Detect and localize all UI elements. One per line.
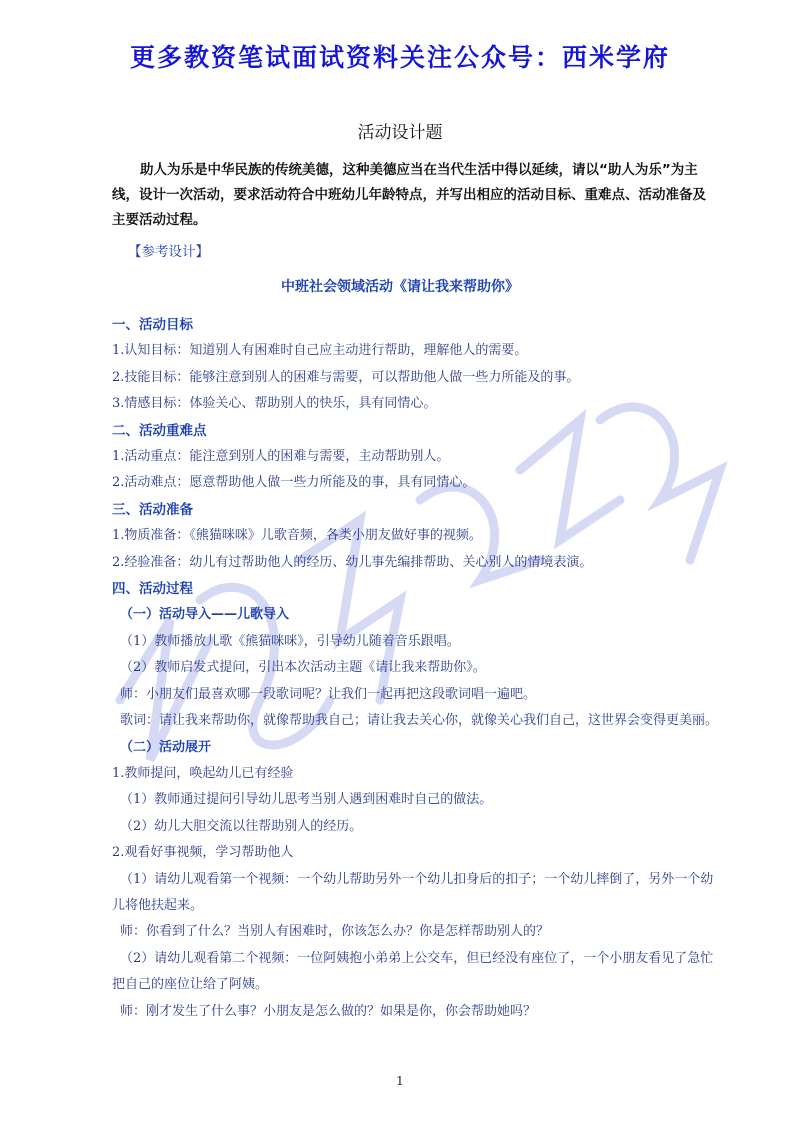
subsection-heading-intro: （一）活动导入——儿歌导入 xyxy=(120,607,290,623)
goal-item: 3.情感目标：体验关心、帮助别人的快乐，具有同情心。 xyxy=(112,396,437,412)
process-line: 歌词：请让我来帮助你，就像帮助我自己；请让我去关心你，就像关心我们自己，这世界会变得更美丽。 xyxy=(120,713,719,729)
question-prompt xyxy=(112,158,718,233)
process-line: 1.教师提问，唤起幼儿已有经验 xyxy=(112,765,294,781)
process-line: （2）请幼儿观看第二个视频：一位阿姨抱小弟弟上公交车，但已经没有座位了，一个小朋友看见了急忙把自己的座位让给了阿姨。 xyxy=(112,950,714,993)
reference-tag: 【参考设计】 xyxy=(128,244,209,260)
process-line: （2）幼儿大胆交流以往帮助别人的经历。 xyxy=(120,818,363,834)
section-heading-process: 四、活动过程 xyxy=(112,581,193,598)
section-heading-goals: 一、活动目标 xyxy=(112,317,193,333)
process-line: 2.观看好事视频，学习帮助他人 xyxy=(112,845,294,861)
page-number: 1 xyxy=(396,1074,404,1088)
section-heading-preparation: 三、活动准备 xyxy=(112,501,193,518)
activity-title: 中班社会领域活动《请让我来帮助你》 xyxy=(281,279,519,295)
document-title: 活动设计题 xyxy=(357,123,443,143)
goal-item: 2.技能目标：能够注意到别人的困难与需要，可以帮助他人做一些力所能及的事。 xyxy=(112,369,580,385)
question-text: 助人为乐是中华民族的传统美德，这种美德应当在当代生活中得以延续，请以“助人为乐”为主线，设计一次活动，要求活动符合中班幼儿年龄特点，并写出相应的活动目标、重难点、活动准备及主要活动过程。 xyxy=(112,162,706,228)
process-line: 师：刚才发生了什么事？小朋友是怎么做的？如果是你，你会帮助她吗？ xyxy=(120,1003,537,1019)
process-line: 师：你看到了什么？当别人有困难时，你该怎么办？你是怎样帮助别人的？ xyxy=(120,924,550,940)
preparation-item: 2.经验准备：幼儿有过帮助他人的经历、幼儿事先编排帮助、关心别人的情境表演。 xyxy=(112,554,593,570)
subsection-heading-expand: （二）活动展开 xyxy=(120,739,212,755)
preparation-item: 1.物质准备：《熊猫咪咪》儿歌音频，各类小朋友做好事的视频。 xyxy=(112,528,482,544)
process-line: （1）教师播放儿歌《熊猫咪咪》，引导幼儿随着音乐跟唱。 xyxy=(120,633,460,649)
document-body xyxy=(112,312,718,1025)
promo-banner: 更多教资笔试面试资料关注公众号：西米学府 xyxy=(129,43,670,72)
process-line: （1）请幼儿观看第一个视频：一个幼儿帮助另外一个幼儿扣身后的扣子；一个幼儿摔倒了，另外一个幼儿将他扶起来。 xyxy=(112,871,714,913)
section-heading-key-points: 二、活动重难点 xyxy=(112,422,207,439)
process-line: （1）教师通过提问引导幼儿思考当别人遇到困难时自己的做法。 xyxy=(120,792,493,808)
key-point-item: 1.活动重点：能注意到别人的困难与需要，主动帮助别人。 xyxy=(112,449,450,465)
key-point-item: 2.活动难点：愿意帮助他人做一些力所能及的事，具有同情心。 xyxy=(112,475,476,491)
process-line: （2）教师启发式提问，引出本次活动主题《请让我来帮助你》。 xyxy=(120,660,486,676)
goal-item: 1.认知目标：知道别人有困难时自己应主动进行帮助，理解他人的需要。 xyxy=(112,343,528,359)
process-line: 师：小朋友们最喜欢哪一段歌词呢？让我们一起再把这段歌词唱一遍吧。 xyxy=(120,686,537,702)
